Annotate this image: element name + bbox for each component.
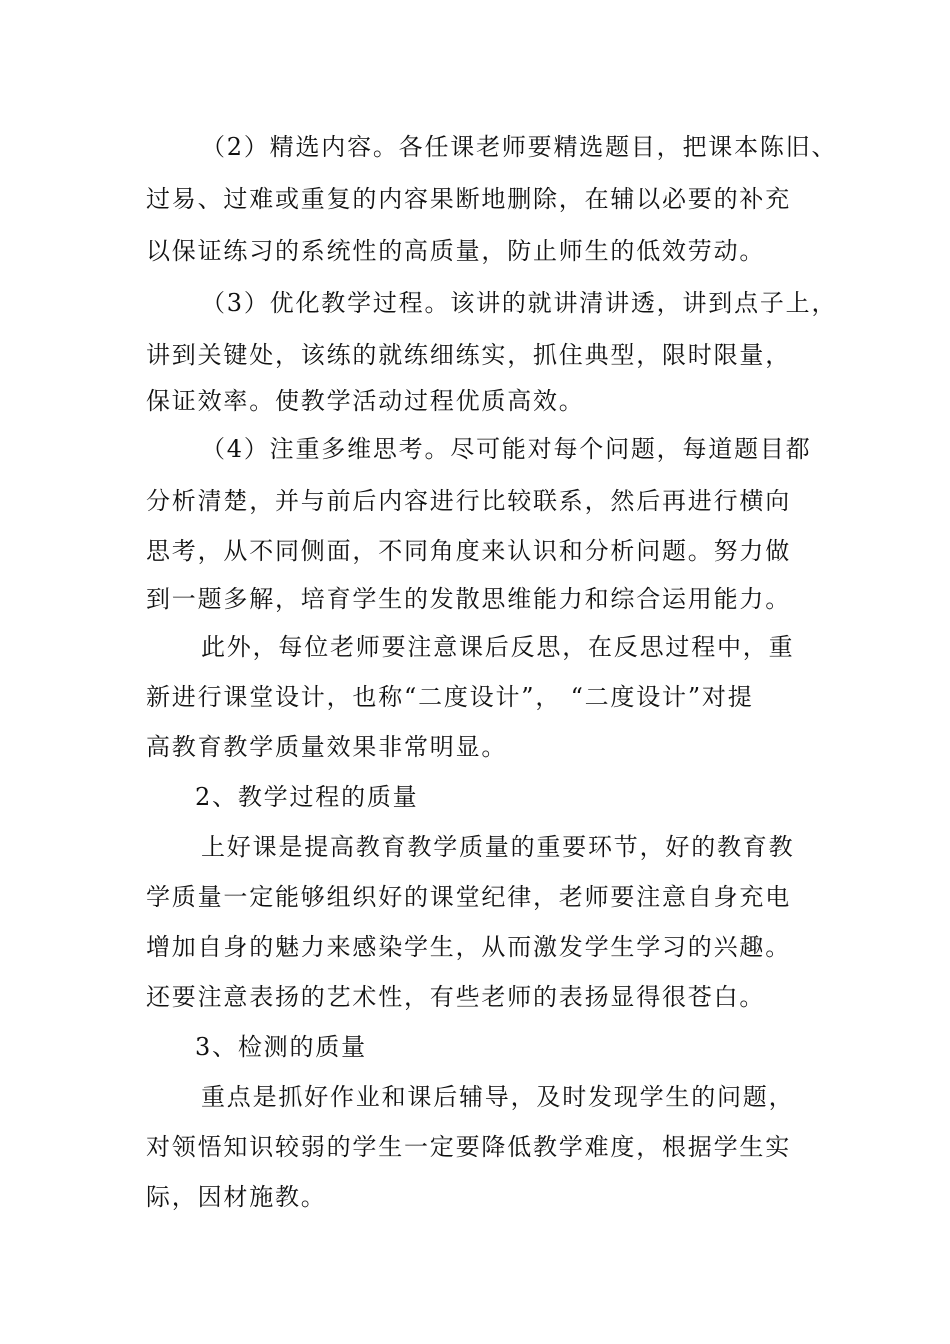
text-line: 还要注意表扬的艺术性，有些老师的表扬显得很苍白。 [146,983,766,1011]
text-line: 对领悟知识较弱的学生一定要降低教学难度，根据学生实 [146,1133,791,1161]
text-line: 新进行课堂设计，也称“二度设计”， “二度设计”对提 [146,683,754,711]
section-heading: 3、检测的质量 [195,1033,367,1061]
text-line: 此外，每位老师要注意课后反思，在反思过程中，重 [201,633,795,661]
text-line: 高教育教学质量效果非常明显。 [146,733,508,761]
text-line: （3）优化教学过程。该讲的就讲清讲透，讲到点子上， [201,289,838,317]
text-line: 以保证练习的系统性的高质量，防止师生的低效劳动。 [146,237,766,265]
text-line: 上好课是提高教育教学质量的重要环节，好的教育教 [201,833,795,861]
text-line: 过易、过难或重复的内容果断地删除，在辅以必要的补充 [146,185,791,213]
text-line: 讲到关键处，该练的就练细练实，抓住典型，限时限量， [146,341,791,369]
text-line: （4）注重多维思考。尽可能对每个问题，每道题目都 [201,435,812,463]
text-line: 思考，从不同侧面，不同角度来认识和分析问题。努力做 [146,537,791,565]
text-line: 保证效率。使教学活动过程优质高效。 [146,387,585,415]
text-line: 际，因材施教。 [146,1183,327,1211]
text-line: （2）精选内容。各任课老师要精选题目，把课本陈旧、 [201,133,838,161]
text-line: 学质量一定能够组织好的课堂纪律，老师要注意自身充电 [146,883,791,911]
text-line: 分析清楚，并与前后内容进行比较联系，然后再进行横向 [146,487,791,515]
text-line: 重点是抓好作业和课后辅导，及时发现学生的问题， [201,1083,795,1111]
text-line: 到一题多解，培育学生的发散思维能力和综合运用能力。 [146,585,791,613]
text-line: 增加自身的魅力来感染学生，从而激发学生学习的兴趣。 [146,933,791,961]
section-heading: 2、教学过程的质量 [195,783,419,811]
